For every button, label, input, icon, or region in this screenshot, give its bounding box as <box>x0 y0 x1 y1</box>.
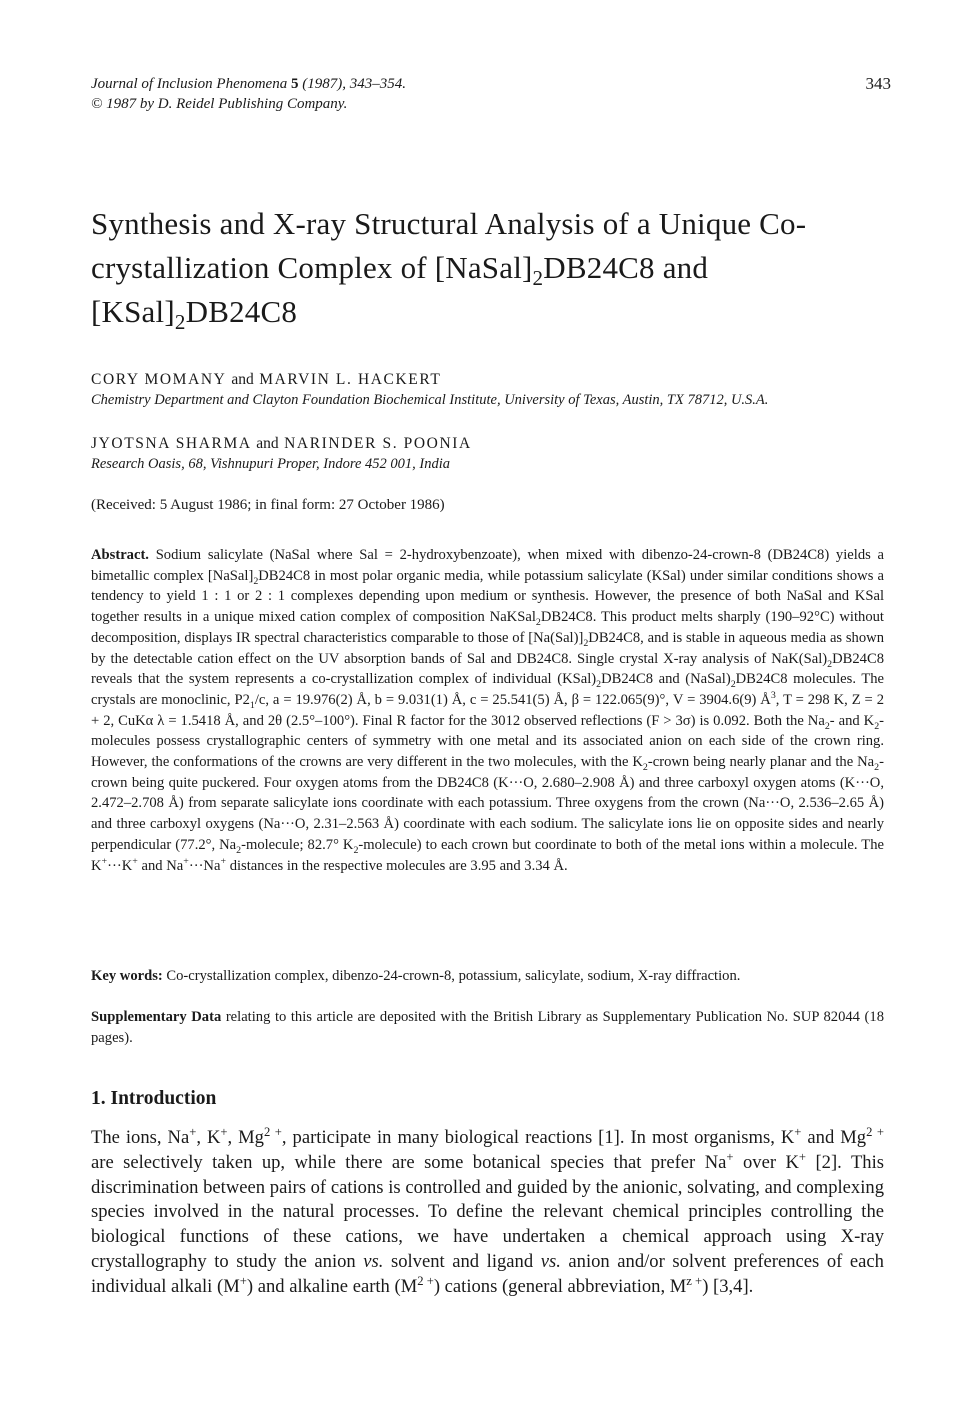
supplementary-data: Supplementary Data relating to this article are deposited with the British Library as Supplementary Publication No. SUP 82044 (18 pages). <box>91 1009 884 1046</box>
journal-name: Journal of Inclusion Phenomena <box>91 76 288 92</box>
author-names: JYOTSNA SHARMA and NARINDER S. POONIA <box>91 435 472 452</box>
article-title: Synthesis and X-ray Structural Analysis of a Unique Co-crystallization Complex of $[NaSal]_2DB24C8$ and $[KSal]_2DB24C8$ <box>91 206 807 335</box>
copyright-line: © 1987 by D. Reidel Publishing Company. <box>91 96 348 112</box>
author-affiliation: Research Oasis, 68, Vishnupuri Proper, Indore 452 001, India <box>91 456 450 472</box>
received-dates: (Received: 5 August 1986; in final form: 27 October 1986) <box>91 497 445 513</box>
running-header <box>91 74 891 114</box>
author-block-2 <box>91 434 911 474</box>
abstract: Abstract. Sodium salicylate (NaSal where Sal = 2-hydroxybenzoate), when mixed with dibenzo-24-crown-8 (DB24C8) yields a bimetallic complex $[NaSal]_2DB24C8$ in most polar organic media, while potassium salicylate (KSal) under similar conditions shows a tendency to yield 1 : 1 or 2 : 1 complexes depending upon medium or synthesis. However, the presence of both NaSal and KSal together results in a unique mixed cation complex of composition NaKSal$_2$DB24C8. This product melts sharply (190–92°C) without decomposition, displays IR spectral characteristics comparable to those of $[Na(Sal)]_2DB24C8$, and is stable in aqueous media as shown by the detectable cation effect on the UV absorption bands of Sal and DB24C8. Single crystal X-ray analysis of $NaK(Sal)_2DB24C8$ reveals that the system represents a co-crystallization complex of individual $(KSal)_2DB24C8$ and $(NaSal)_2DB24C8$ molecules. The crystals are monoclinic, $P2_1/c$, a = 19.976(2) Å, b = 9.031(1) Å, c = 25.541(5) Å, β = 122.065(9)°, V = 3904.6(9) $Å^3$, T = 298 K, Z = 2 + 2, CuKα λ = 1.5418 Å, and 2θ (2.5°–100°). Final R factor for the 3012 observed reflections (F > 3σ) is 0.092. Both the $Na_2-$ and $K_2$-molecules possess crystallographic centers of symmetry with one metal and its associated anion on each side of the crown ring. However, the conformations of the crowns are very different in the two molecules, with the $K_2$-crown being nearly planar and the $Na_2$-crown being quite puckered. Four oxygen atoms from the DB24C8 (K···O, 2.680–2.908 Å) and three carboxyl oxygen atoms (K···O, 2.472–2.708 Å) from separate salicylate ions coordinate with each potassium. Three oxygens from the crown (Na···O, 2.536–2.65 Å) and three carboxyl oxygens (Na···O, 2.31–2.563 Å) coordinate with each sodium. The salicylate ions lie on opposite sides and nearly perpendicular (77.2°, $Na_2$-molecule; 82.7° $K_2-molecule$) to each crown but coordinate to both of the metal ions within a molecule. The K+···K+ and Na+···Na+ distances in the respective molecules are 3.95 and 3.34 Å. <box>91 547 885 874</box>
author-names: CORY MOMANY and MARVIN L. HACKERT <box>91 371 442 388</box>
author-affiliation: Chemistry Department and Clayton Foundation Biochemical Institute, University of Texas, Austin, TX 78712, U.S.A. <box>91 392 769 408</box>
journal-citation <box>91 74 891 94</box>
journal-year-pages: (1987), 343–354. <box>302 76 406 92</box>
page-number: 343 <box>865 74 891 93</box>
keywords: Key words: Co-crystallization complex, dibenzo-24-crown-8, potassium, salicylate, sodium, X-ray diffraction. <box>91 968 741 984</box>
section-heading: 1. Introduction <box>91 1088 217 1109</box>
introduction-paragraph: The ions, Na+, K+, $Mg^{2 +}$, participate in many biological reactions [1]. In most organisms, K+ and $Mg^{2 +}$ are selectively taken up, while there are some botanical species that prefer Na+ over K+ [2]. This discrimination between pairs of cations is controlled and guided by the anionic, solvating, and complexing species involved in the natural processes. To define the relevant chemical principles controlling the biological functions of these cations, we have undertaken a chemical approach using X-ray crystallography to study the anion vs. solvent and ligand vs. anion and/or solvent preferences of each individual alkali (M+) and alkaline earth $(M^{2 +})$ cations (general abbreviation, $M^{z +}$) [3,4]. <box>91 1124 884 1297</box>
author-block-1 <box>91 370 911 410</box>
journal-volume: 5 <box>290 76 299 92</box>
